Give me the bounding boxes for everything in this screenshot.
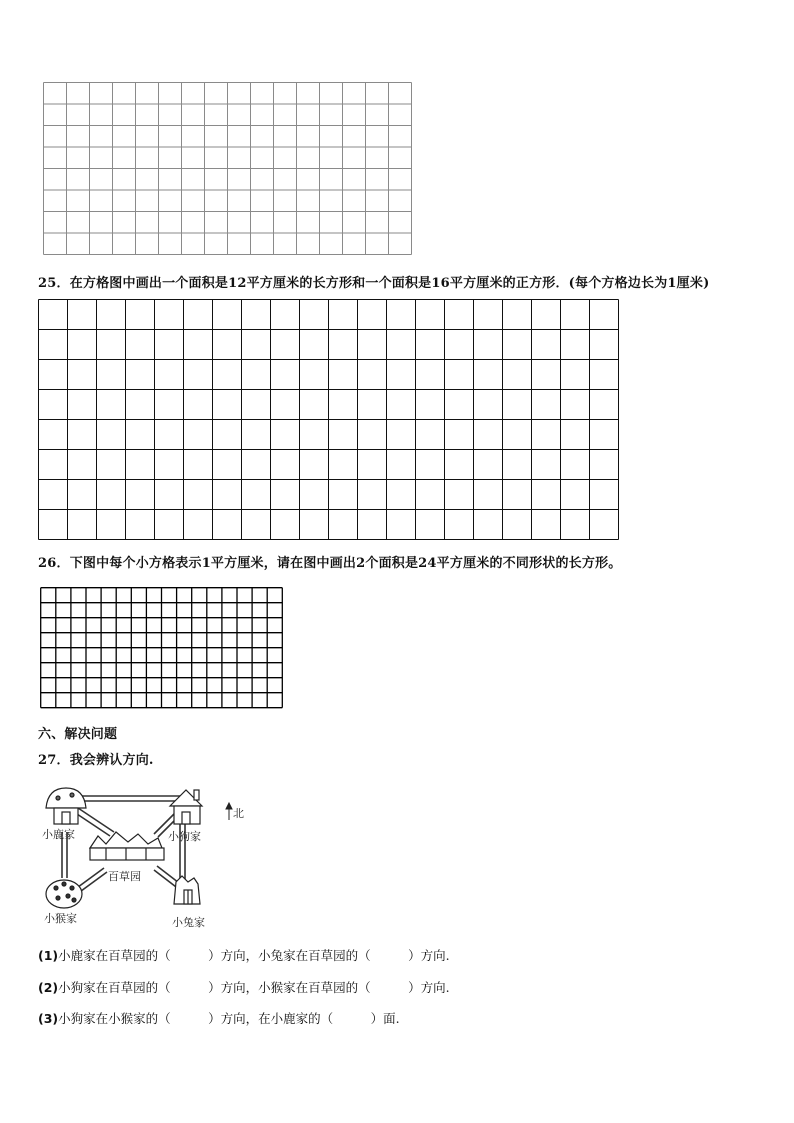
dog-house-icon [170, 790, 202, 824]
top-grid [43, 82, 415, 256]
garden-label: 百草园 [108, 870, 141, 883]
subquestion-2 [38, 978, 450, 996]
question-25: 25．在方格图中画出一个面积是12平方厘米的长方形和一个面积是16平方厘米的正方形．(每个方格边长为1厘米) [38, 276, 710, 291]
subquestion-3-number: (3) [38, 1011, 59, 1026]
subquestion-3 [38, 1009, 400, 1027]
rabbit-home-label: 小兔家 [172, 916, 205, 929]
north-label: 北 [233, 807, 244, 820]
deer-house-icon [46, 788, 86, 824]
subquestion-1-text: 小鹿家在百草园的（ ）方向，小兔家在百草园的（ ）方向. [58, 948, 450, 963]
monkey-home-label: 小猴家 [44, 912, 77, 925]
garden-icon [90, 832, 164, 860]
subquestion-1-number: (1) [38, 948, 59, 963]
north-arrow-icon [226, 803, 232, 820]
rabbit-house-icon [174, 876, 200, 904]
subquestion-2-number: (2) [38, 980, 59, 995]
monkey-house-icon [46, 880, 82, 908]
subquestion-2-text: 小狗家在百草园的（ ）方向，小猴家在百草园的（ ）方向. [58, 980, 450, 995]
section-six-title: 六、解决问题 [38, 727, 118, 742]
deer-home-label: 小鹿家 [42, 828, 75, 841]
subquestion-1 [38, 946, 450, 964]
grid-26 [40, 587, 286, 709]
dog-home-label: 小狗家 [168, 830, 201, 843]
question-26: 26．下图中每个小方格表示1平方厘米，请在图中画出2个面积是24平方厘米的不同形状的长方形。 [38, 556, 622, 571]
question-27: 27．我会辨认方向. [38, 753, 154, 768]
subquestion-3-text: 小狗家在小猴家的（ ）方向，在小鹿家的（ ）面. [58, 1011, 400, 1026]
grid-25 [38, 299, 620, 543]
direction-map [36, 782, 246, 932]
